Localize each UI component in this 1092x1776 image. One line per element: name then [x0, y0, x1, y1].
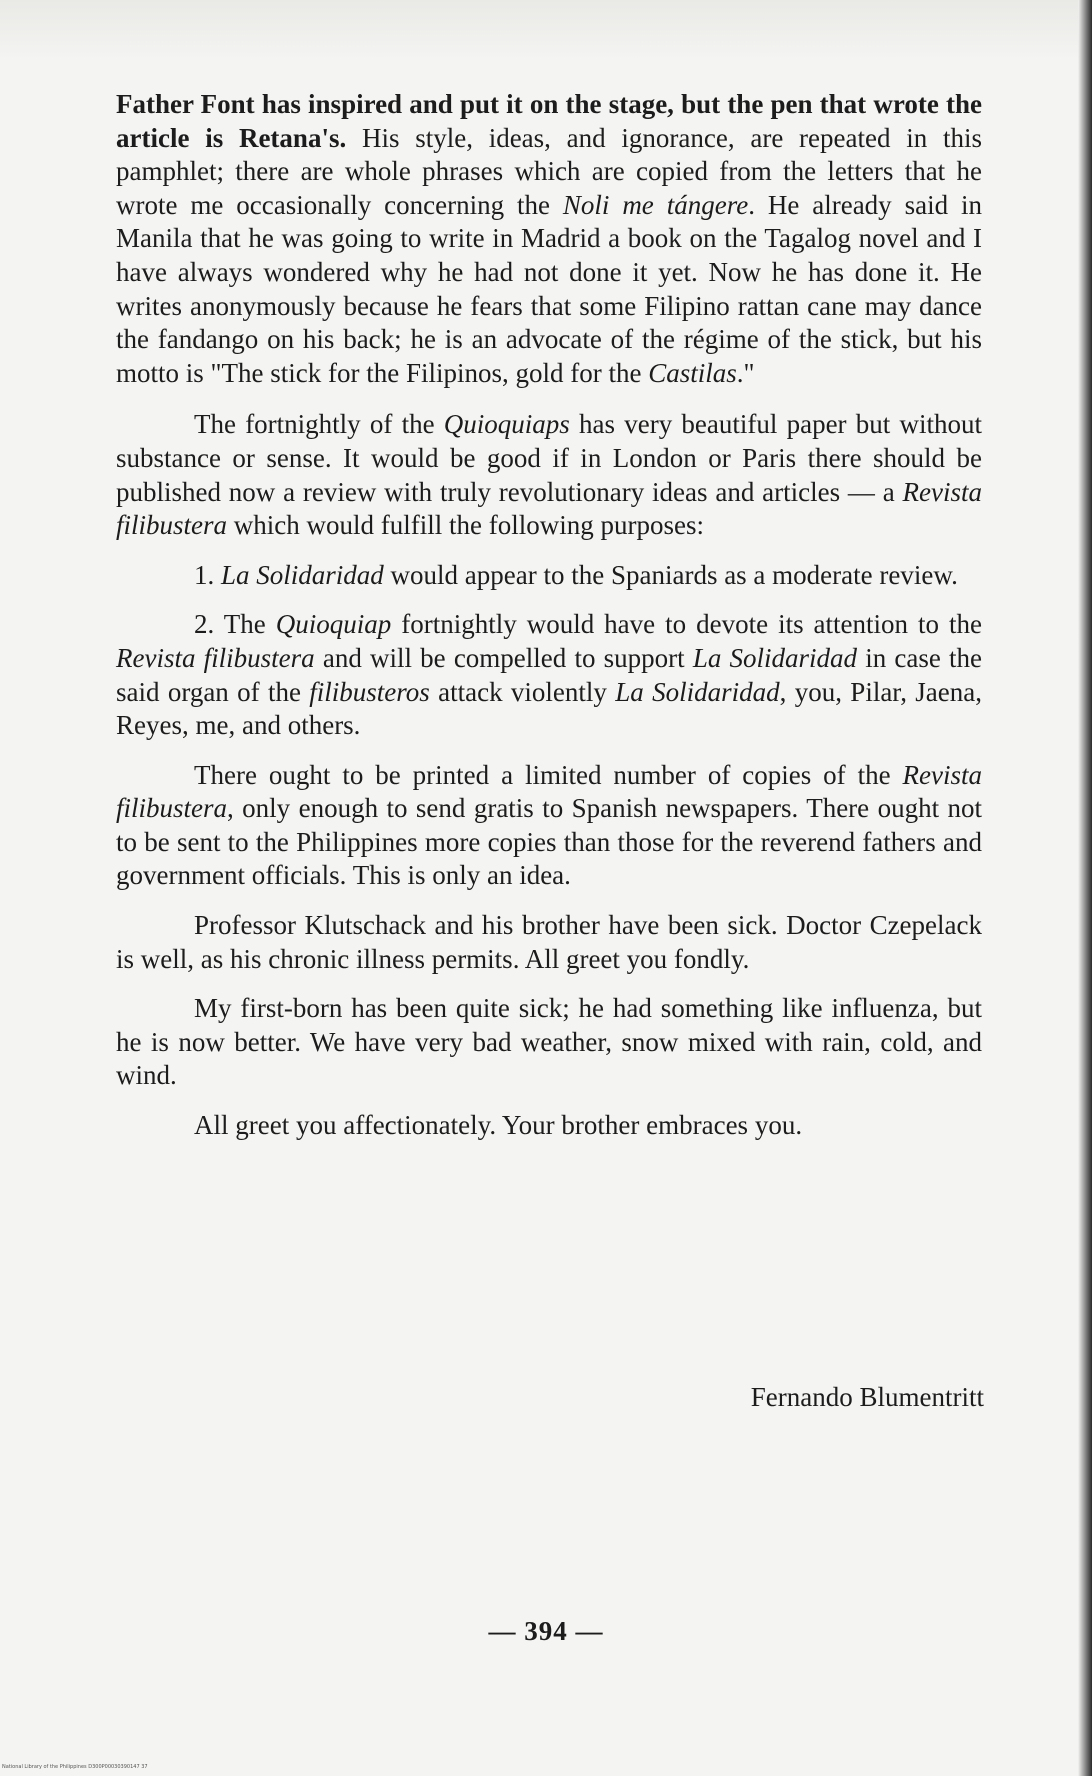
paragraph-1 — [116, 88, 982, 390]
paragraph-1-text-b: . He already said in Manila that he was going to write in Madrid a book on the Tagalog novel and I have always wondered why he had not done it yet. Now he has done it. He writes anonymously because he fears that some Filipino rattan cane may dance the fandango on his back; he is an advocate of the régime of the stick, but his motto is "The stick for the Filipinos, gold for the — [116, 189, 983, 388]
paragraph-1-text-a: His style, ideas, and ignorance, are repeated in this pamphlet; there are whole phrases which are copied from the letters that he wrote me occasionally concerning the — [116, 122, 982, 220]
paragraph-4-text-e: attack violently — [429, 676, 616, 707]
title-revista-filibustera: Revista filibustera — [116, 642, 315, 673]
paragraph-6: Professor Klutschack and his brother have been sick. Doctor Czepelack is well, as his chronic illness permits. All greet you fondly. — [116, 910, 982, 974]
title-noli-me-tangere: Noli me tángere — [562, 189, 749, 220]
paragraph-5-text-b: , only enough to send gratis to Spanish newspapers. There ought not to be sent to the Philippines more copies than those for the reverend fathers and government officials. This is only an idea. — [116, 793, 982, 891]
word-filibusteros: filibusteros — [309, 676, 430, 707]
paragraph-2-text-b: has very beautiful paper but without substance or sense. It would be good if in London or Paris there should be published now a review with truly revolutionary ideas and articles — a — [116, 409, 982, 507]
footer-credit: National Library of the Philippines D300P00030390147 37 — [2, 1764, 148, 1770]
title-revista-filibustera: Revista filibustera — [116, 759, 982, 824]
paragraph-8: All greet you affectionately. Your brother embraces you. — [194, 1110, 803, 1141]
page-edge-shadow — [1078, 0, 1092, 1776]
paragraph-1-bold-opening: Father Font has inspired and put it on the stage, but the pen that wrote the article is Retana's. — [116, 89, 982, 153]
paragraph-2 — [116, 408, 982, 542]
paragraph-2-text-c: which would fulfill the following purposes: — [227, 510, 704, 541]
paragraph-3-point-1 — [116, 559, 982, 593]
title-la-solidaridad: La Solidaridad — [615, 676, 780, 707]
paragraph-5-text-a: There ought to be printed a limited number of copies of the — [194, 759, 903, 790]
title-la-solidaridad: La Solidaridad — [221, 559, 384, 590]
paragraph-4-point-2 — [116, 608, 982, 742]
paragraph-3-text-a: 1. — [194, 559, 221, 590]
title-quioquiaps: Quioquiaps — [443, 409, 570, 440]
paragraph-4-text-d: in case the said organ of the — [116, 642, 982, 707]
paragraph-7: My first-born has been quite sick; he had something like influenza, but he is now better. We have very bad weather, snow mixed with rain, cold, and wind. — [116, 993, 982, 1091]
title-la-solidaridad: La Solidaridad — [692, 642, 858, 673]
letter-body — [116, 88, 982, 1159]
paragraph-4-text-f: , you, Pilar, Jaena, Reyes, me, and others. — [116, 676, 983, 741]
paragraph-4-text-c: and will be compelled to support — [314, 642, 693, 673]
page-number: — 394 — — [488, 1616, 604, 1646]
paragraph-3-text-b: would appear to the Spaniards as a moderate review. — [383, 559, 958, 590]
paragraph-5 — [116, 759, 982, 893]
word-castilas: Castilas — [648, 357, 737, 388]
title-revista-filibustera: Revista filibustera — [116, 476, 982, 541]
paragraph-4-text-b: fortnightly would have to devote its attention to the — [391, 609, 982, 640]
title-quioquiap: Quioquiap — [275, 609, 392, 640]
paragraph-2-text-a: The fortnightly of the — [194, 409, 444, 440]
signature: Fernando Blumentritt — [750, 1382, 984, 1412]
page-top-shading — [0, 0, 1092, 60]
paragraph-1-text-c: ." — [736, 357, 755, 388]
paragraph-4-text-a: 2. The — [194, 609, 276, 640]
